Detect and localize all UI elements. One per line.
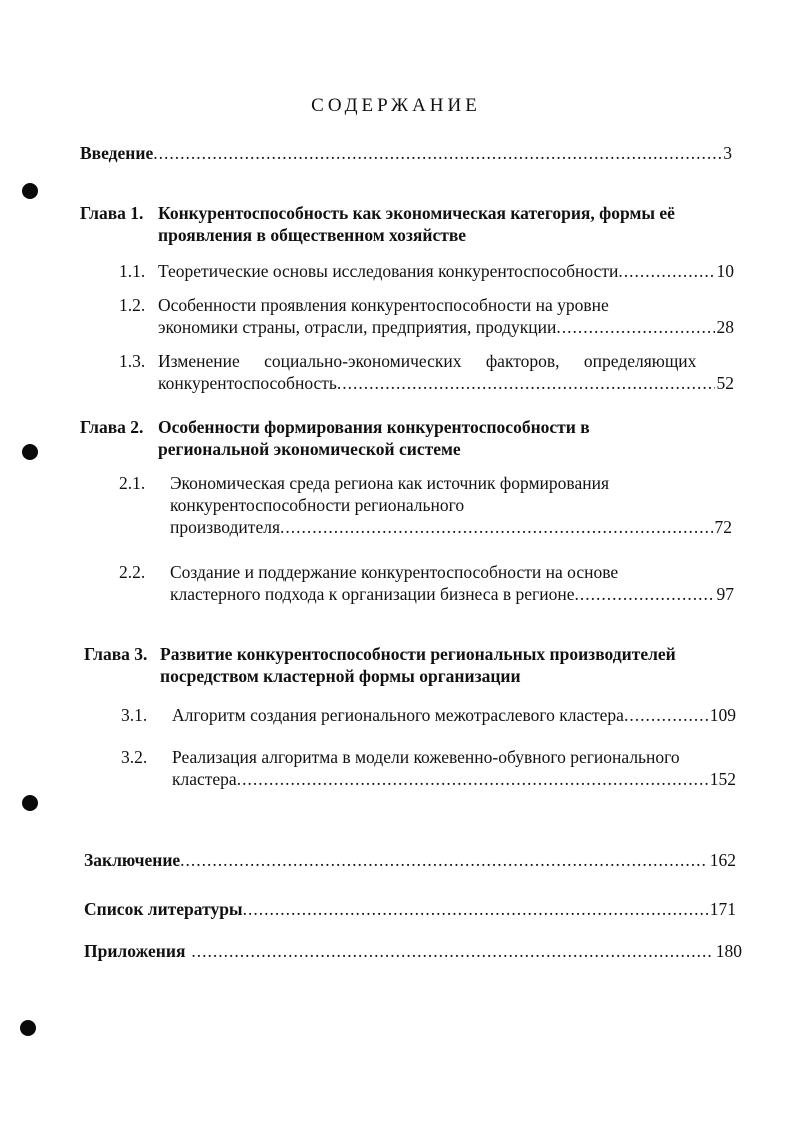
toc-entry-appendix	[84, 940, 742, 962]
toc-entry-label: Список литературы	[84, 899, 243, 919]
leader-dots	[574, 583, 714, 605]
toc-page-number: 109	[709, 705, 736, 725]
section-number: 1.2.	[119, 295, 146, 315]
section-title: Теоретические основы исследования конкурентоспособности	[158, 261, 619, 281]
chapter-title: Особенности формирования конкурентоспособности в	[158, 417, 590, 437]
toc-entry-label: Введение	[80, 143, 154, 163]
section-title	[158, 350, 734, 372]
section-number: 3.2.	[121, 747, 148, 767]
leader-dots	[191, 940, 713, 962]
section-title: Алгоритм создания регионального межотраслевого кластера	[172, 705, 624, 725]
binder-hole	[20, 1020, 36, 1036]
toc-entry-section	[170, 516, 732, 538]
toc-page-number: 171	[709, 899, 736, 919]
section-title: Экономическая среда региона как источник формирования	[170, 473, 609, 493]
binder-hole	[22, 183, 38, 199]
leader-dots	[337, 372, 715, 394]
chapter-title: Развитие конкурентоспособности региональных производителей	[160, 644, 676, 664]
toc-entry-conclusion	[84, 849, 736, 871]
chapter-title: проявления в общественном хозяйстве	[158, 225, 467, 245]
leader-dots	[618, 260, 714, 282]
toc-entry-label: Заключение	[84, 850, 181, 870]
binder-hole	[22, 444, 38, 460]
toc-page-number: 97	[716, 584, 734, 604]
leader-dots	[153, 142, 721, 164]
toc-page-number: 180	[715, 941, 742, 961]
toc-entry-section	[172, 704, 736, 726]
toc-page-number: 152	[709, 769, 736, 789]
toc-page-number: 3	[723, 143, 732, 163]
chapter-label: Глава 3.	[84, 644, 148, 664]
toc-entry-section	[158, 372, 734, 394]
toc-entry-section	[158, 316, 734, 338]
toc-entry-label: Приложения	[84, 941, 186, 961]
section-title: конкурентоспособность	[158, 373, 337, 393]
toc-page-number: 28	[716, 317, 734, 337]
binder-hole	[22, 795, 38, 811]
leader-dots	[243, 898, 708, 920]
toc-entry-intro	[80, 142, 732, 164]
chapter-title: Конкурентоспособность как экономическая категория, формы её	[158, 203, 675, 223]
section-number: 3.1.	[121, 705, 148, 725]
leader-dots	[237, 768, 708, 790]
section-title: кластера	[172, 769, 237, 789]
section-title: Создание и поддержание конкурентоспособности на основе	[170, 562, 619, 582]
section-title: кластерного подхода к организации бизнеса в регионе	[170, 584, 575, 604]
toc-page-number: 162	[709, 850, 736, 870]
leader-dots	[624, 704, 708, 726]
section-title: конкурентоспособности регионального	[170, 495, 465, 515]
section-title: Особенности проявления конкурентоспособности на уровне	[158, 295, 609, 315]
section-number: 1.3.	[119, 351, 146, 371]
toc-page-number: 52	[716, 373, 734, 393]
toc-entry-section	[172, 768, 736, 790]
toc-entry-section	[158, 260, 734, 282]
section-number: 2.1.	[119, 473, 146, 493]
page-title: СОДЕРЖАНИЕ	[311, 95, 481, 116]
section-number: 2.2.	[119, 562, 146, 582]
chapter-label: Глава 1.	[80, 203, 144, 223]
toc-entry-references	[84, 898, 736, 920]
toc-entry-section	[170, 583, 734, 605]
section-title: производителя	[170, 517, 280, 537]
section-title: Реализация алгоритма в модели кожевенно-обувного регионального	[172, 747, 680, 767]
toc-page-number: 10	[716, 261, 734, 281]
chapter-title: посредством кластерной формы организации	[160, 666, 521, 686]
chapter-title: региональной экономической системе	[158, 439, 461, 459]
leader-dots	[180, 849, 708, 871]
section-number: 1.1.	[119, 261, 146, 281]
leader-dots	[556, 316, 714, 338]
section-title-line: Изменение социально-экономических факторов, определяющих	[158, 351, 697, 371]
toc-page-number: 72	[714, 517, 732, 537]
chapter-label: Глава 2.	[80, 417, 144, 437]
section-title: экономики страны, отрасли, предприятия, продукции	[158, 317, 557, 337]
leader-dots	[280, 516, 713, 538]
